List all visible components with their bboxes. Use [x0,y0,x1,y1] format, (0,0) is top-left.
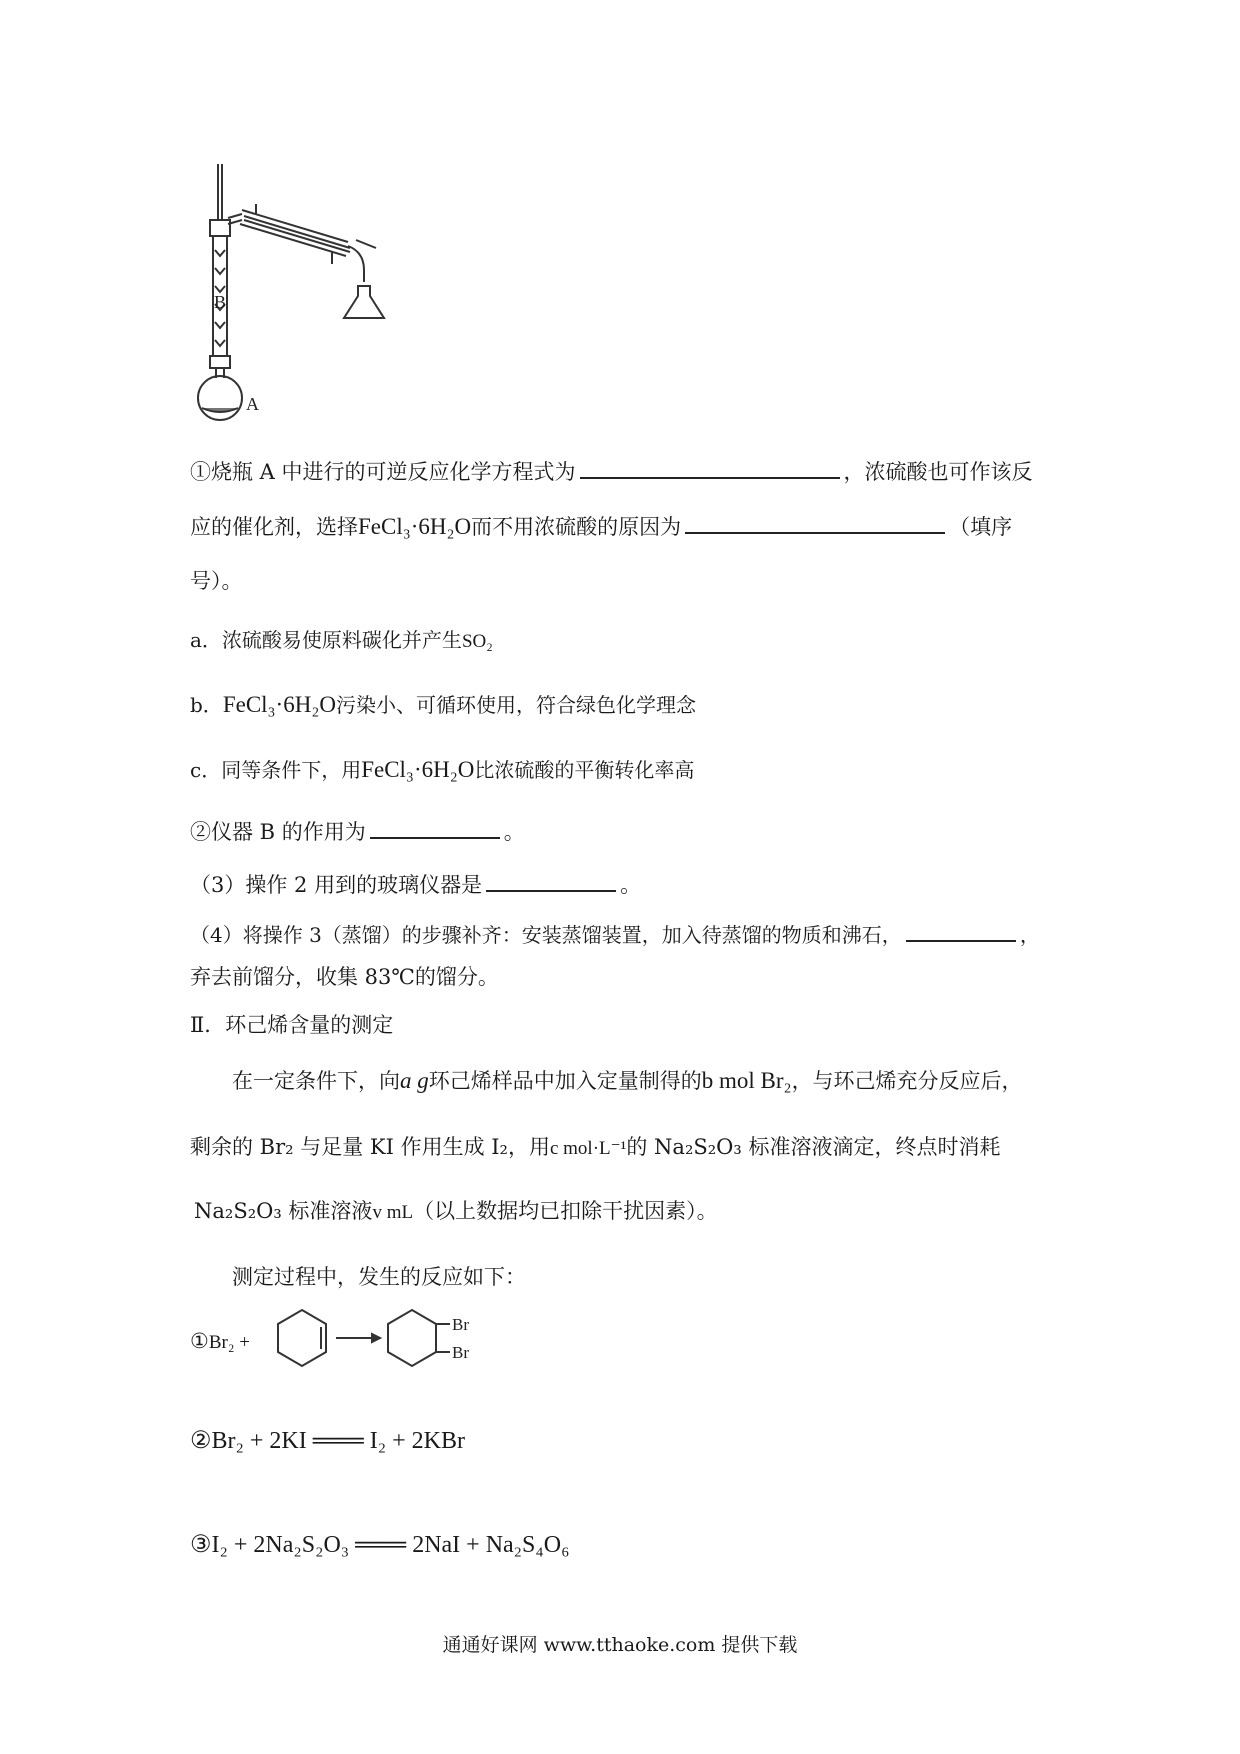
section-heading: Ⅱ．环己烯含量的测定 [190,1013,394,1037]
q3-line: （3）操作 2 用到的玻璃仪器是 。 [190,868,641,900]
q4-line2: 弃去前馏分，收集 83℃的馏分。 [190,965,499,989]
reaction-1-label: ①Br₂ + [190,1329,250,1353]
bromine-bottom-label: Br [452,1343,469,1362]
q2-line: ②仪器 B 的作用为 。 [190,815,525,847]
figure-label-a: A [246,394,259,414]
formula-fecl3-hydrate: FeCl₃·6H₂O [361,757,475,782]
answer-blank-instrument-b[interactable] [370,815,500,839]
answer-blank-distillation-step[interactable] [906,918,1016,942]
footer-source: 通通好课网 www.tthaoke.com 提供下载 [442,1634,798,1656]
option-a: a．浓硫酸易使原料碳化并产生SO₂ [190,628,493,652]
answer-blank-equation[interactable] [580,455,840,479]
q1-line2: 应的催化剂，选择FeCl₃·6H₂O而不用浓硫酸的原因为 （填序 [190,510,1012,542]
formula-so2: SO₂ [461,631,493,652]
distillation-apparatus-figure [180,160,440,430]
reaction-2: ②Br₂ + 2KI ═══ I₂ + 2KBr [190,1428,465,1454]
reaction-3: ③I₂ + 2Na₂S₂O₃ ═══ 2NaI + Na₂S₄O₆ [190,1532,570,1558]
para-line2: 剩余的 Br₂ 与足量 KI 作用生成 I₂，用c mol·L⁻¹的 Na₂S₂O₃ 标准溶液滴定，终点时消耗 [190,1135,1001,1159]
formula-fecl3-hydrate: FeCl₃·6H₂O [222,692,336,717]
para-line3: Na₂S₂O₃ 标准溶液v mL（以上数据均已扣除干扰因素）。 [194,1199,718,1223]
bromine-top-label: Br [452,1315,469,1334]
answer-blank-reason[interactable] [685,510,945,534]
para-line1: 在一定条件下，向a g环己烯样品中加入定量制得的b mol Br₂，与环己烯充分反应后， [232,1068,1023,1093]
formula-fecl3-hydrate: FeCl₃·6H₂O [358,514,472,539]
para-line4: 测定过程中，发生的反应如下： [232,1265,526,1289]
answer-blank-glassware[interactable] [486,868,616,892]
reaction-1-structures [262,1300,482,1390]
q1-line1: ①烧瓶 A 中进行的可逆反应化学方程式为 ，浓硫酸也可作该反 [190,455,1033,487]
option-b: b．FeCl₃·6H₂O污染小、可循环使用，符合绿色化学理念 [190,692,696,717]
option-c: c．同等条件下，用FeCl₃·6H₂O比浓硫酸的平衡转化率高 [190,757,695,782]
q1-line3: 号）。 [190,569,243,593]
figure-label-b: B [214,292,227,312]
q4-line1: （4）将操作 3（蒸馏）的步骤补齐：安装蒸馏装置，加入待蒸馏的物质和沸石， ， [190,918,1040,950]
